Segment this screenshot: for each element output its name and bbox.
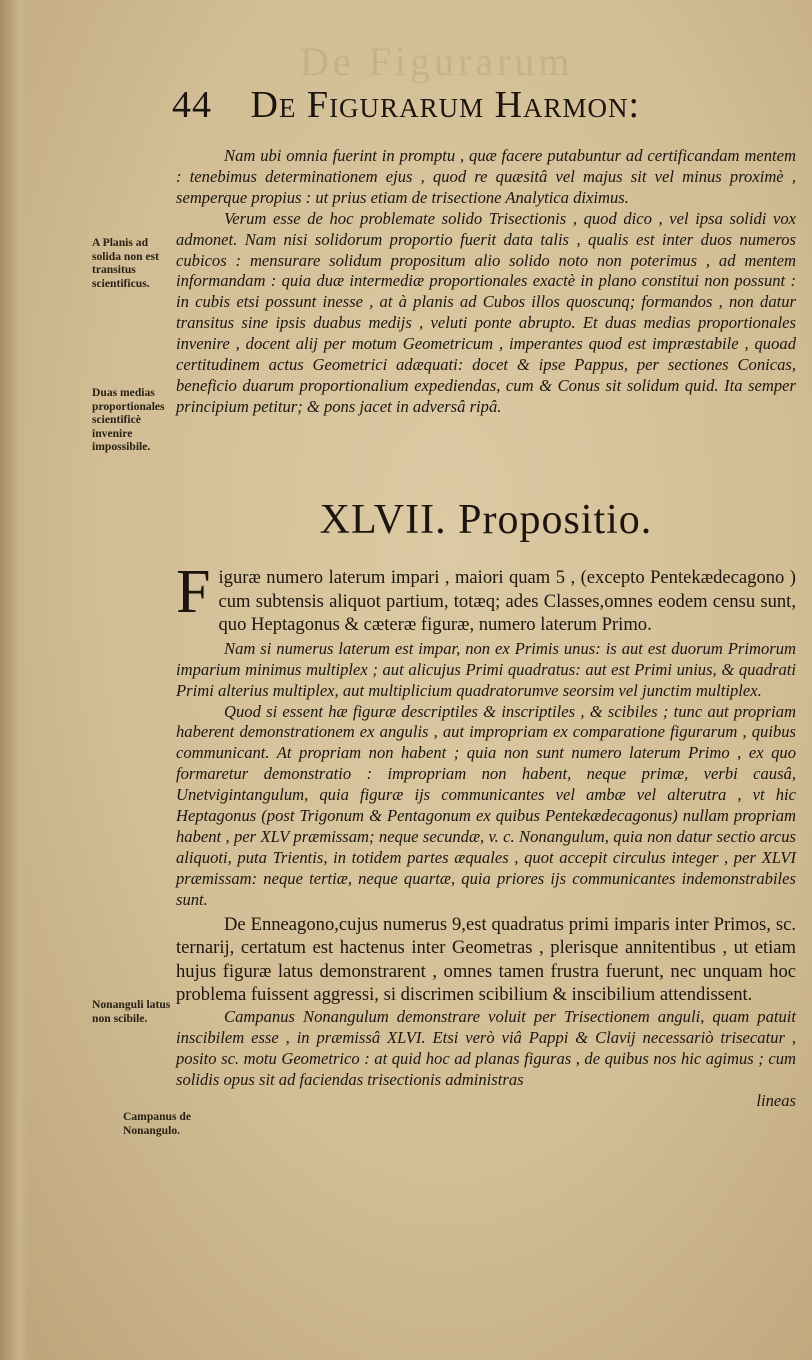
proof-paragraph-1: Nam si numerus laterum est impar, non ex Primis unus: is aut est duorum Primorum imparium minimus multiplex ; aut alicujus Primi quadratus: aut est Primi unius, & quadrati Primi alterius multiplex, aut multiplicium quadratorumve seorsim vel junctim multiplex. — [176, 638, 796, 700]
running-title: De Figurarum Harmon: — [250, 84, 641, 126]
page-gutter-shadow — [0, 0, 28, 1360]
campanus-paragraph: Campanus Nonangulum demonstrare voluit per Trisectionem anguli, quam patuit inscibilem esse , in præmissâ XLVI. Etsi verò viâ Pappi & Clavij necessariò trisecatur , posito sc. motu Geometrico : at quid hoc ad planas figuras , de quibus nos hic agimus ; cum solidis opus sit ad faciendas trisectionis administras — [176, 1006, 796, 1089]
proof-paragraph-2: Quod si essent hæ figuræ descriptiles & inscriptiles , & scibiles ; tunc aut propriam haberent demonstrationem ex angulis , aut impropriam ex comparatione figurarum , quibus communicant. At propriam non habent ; quia non sunt numero laterum Primo , ex quo formaretur demonstratio : impropriam non habent, neque primæ, verbi causâ, Unetvigintangulum, quia figuræ ijs communicantes vel ambæ vel alterutra , vt hic Heptagonus (post Trigonum & Pentagonum ex quibus Pentekædecagonus) nullam propriam habent , per XLV præmissam; neque secundæ, v. c. Nonangulum, quia non datur sectio arcus aliquoti, puta Trientis, in totidem partes æquales , quot accepit circulus integer , per XLVI præmissam: neque tertiæ, neque quartæ, quia priores ijs communicantes indemonstrabiles sunt. — [176, 701, 796, 909]
drop-cap: F — [176, 558, 211, 626]
intro-paragraph-2: Verum esse de hoc problemate solido Trisectionis , quod dico , vel ipsa solidi vox admonet. Nam nisi solidorum proportio fuerit data talis , qualis est inter duos numeros cubicos : mensurare solidum propositum alio solido noto non poterimus , ad mentem informandam : quia duæ intermediæ proportionales exactè in plano constitui non possunt : in cubis etsi possunt inesse , at à planis ad Cubos illos quoscunq; formandos , non datur transitus sine ipsis duabus medijs , veluti ponte abrupto. Et duas medias proportionales invenire , docent alij per motum Geometricum , imperantes quod est impræstabile , quoad certitudinem actus Geometrici adæquati: docet & ipse Pappus, per sectiones Conicas, beneficio duarum proportionalium expediendas, cum & Conus sit solidum quid. Ita semper principium petitur; & pons jacet in adversâ ripâ. — [176, 208, 796, 416]
bleed-through-text: De Figurarum — [300, 39, 574, 84]
margin-note-planis: A Planis ad solida non est transitus scientificus. — [92, 236, 160, 290]
page-number: 44 — [172, 84, 212, 126]
margin-note-nonanguli: Nonanguli latus non scibile. — [92, 998, 171, 1025]
proposition-block — [176, 558, 796, 1111]
running-head — [172, 80, 792, 130]
margin-note-duas-medias: Duas medias proportionales scientificè invenire impossibile. — [92, 386, 165, 454]
catchword: lineas — [756, 1090, 796, 1110]
margin-note-campanus: Campanus de Nonangulo. — [123, 1110, 191, 1137]
statement-text: iguræ numero laterum impari , maiori quam 5 , (excepto Pentekædecagono ) cum subtensis aliquot partium, totæq; ades Classes,omnes eodem censu sunt, quo Heptagonus & cæteræ figuræ, numero laterum Primo. — [218, 567, 796, 636]
intro-block — [176, 146, 796, 418]
proposition-heading: XLVII. Propositio. — [319, 497, 653, 543]
intro-paragraph-1: Nam ubi omnia fuerint in promptu , quæ facere putabuntur ad certificandam mentem : tenebimus determinationem ejus , quod re quæsitâ vel majus sit vel minus proximè , semperque propius : ut prius etiam de trisectione Analytica diximus. — [176, 146, 796, 207]
proposition-statement — [176, 558, 796, 637]
enneagon-paragraph: De Enneagono,cujus numerus 9,est quadratus primi imparis inter Primos, sc. ternarij, certatum est hactenus inter Geometras , plerisque annitentibus , ut etiam hujus figuræ latus demonstrarent , omnes tamen frustra fuerunt, nec unquam hoc problema fuissent aggressi, si discrimen scibilium & inscibilium attendissent. — [176, 913, 796, 1006]
